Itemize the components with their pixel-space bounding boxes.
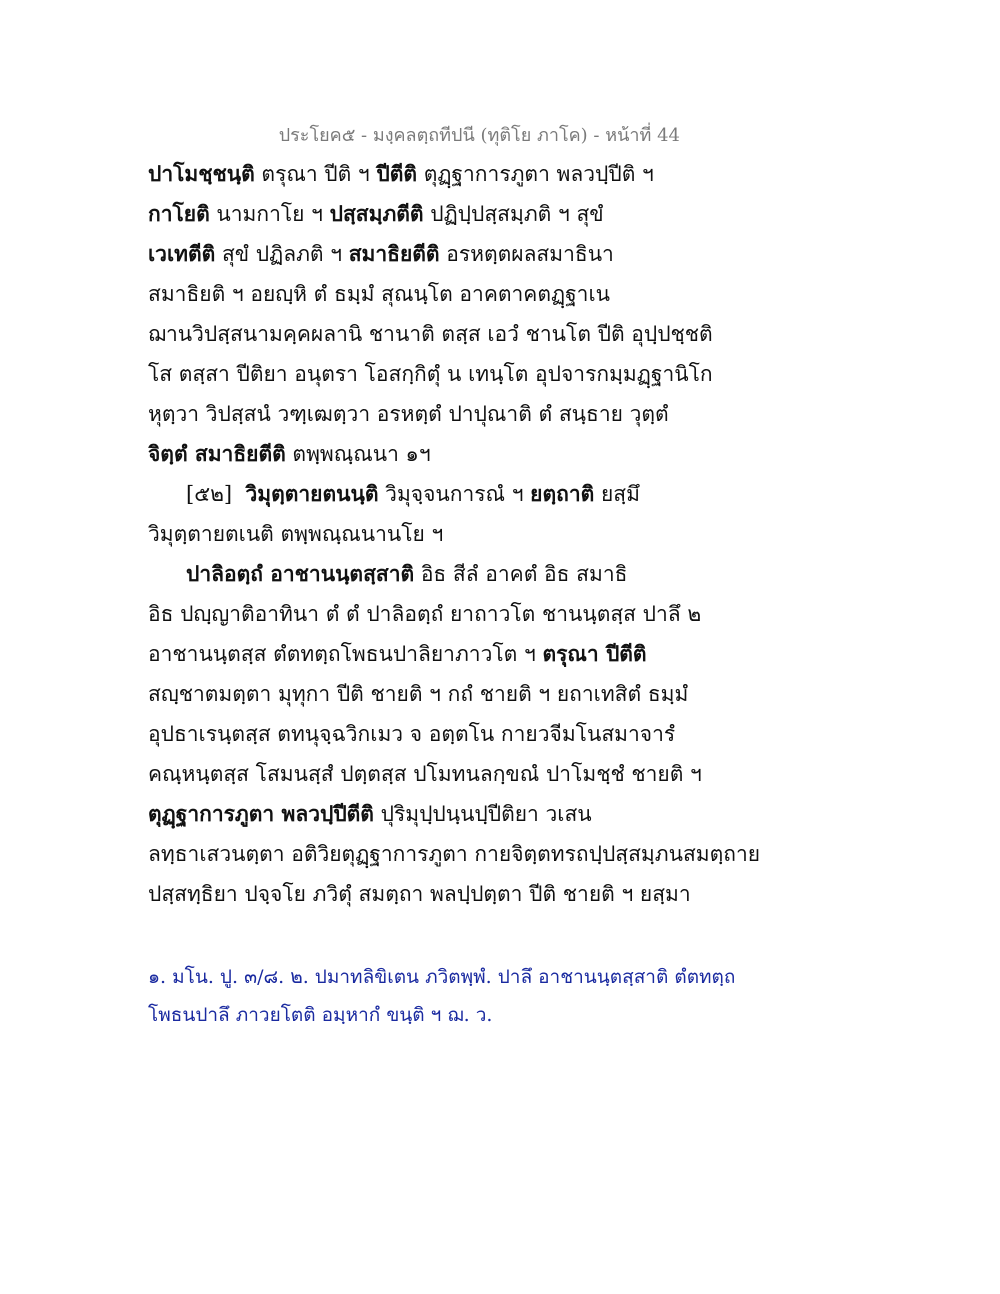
- bold-term: ตุฏฺฐาการภูตา พลวปฺปีตีติ: [148, 801, 374, 826]
- bold-term: ตรุณา ปีตีติ: [542, 641, 647, 666]
- text-run: ปุริมุปฺปนฺนปฺปีติยา วเสน: [373, 802, 592, 826]
- text-run: อาชานนฺตสฺส ตํตทตฺถโพธนปาลิยาภาวโต ฯ: [148, 642, 543, 666]
- text-run: ตุฏฺฐาการภูตา พลวปฺปีติ ฯ: [417, 162, 654, 186]
- main-text: [148, 154, 868, 914]
- text-line: [148, 154, 868, 194]
- text-line: [148, 394, 868, 434]
- text-run: อุปธาเรนฺตสฺส ตทนุจฺฉวิกเมว จ อตฺตโน กายวจีมโนสมาจารํ: [148, 722, 676, 746]
- text-line: [148, 874, 868, 914]
- paragraph-number: [๕๒]: [186, 482, 233, 506]
- bold-term: ปสฺสมฺภตีติ: [329, 201, 424, 226]
- text-run: ตรุณา ปีติ ฯ: [254, 162, 377, 186]
- text-run: ปสฺสทฺธิยา ปจฺจโย ภวิตุํ สมตฺถา พลปฺปตฺตา ปีติ ชายติ ฯ ยสฺมา: [148, 882, 691, 906]
- bold-term: วิมุตฺตายตนนฺติ: [245, 481, 379, 506]
- footnote-line: โพธนปาลึ ภาวยโตติ อมฺหากํ ขนฺติ ฯ ฌ. ว.: [148, 1004, 493, 1026]
- text-run: ยสฺมึ: [594, 482, 640, 506]
- bold-term: จิตฺตํ สมาธิยตีติ: [148, 441, 286, 466]
- text-run: อิธ ปญฺญาติอาทินา ตํ ตํ ปาลิอตฺถํ ยาถาวโต ชานนฺตสฺส ปาลึ ๒: [148, 602, 702, 626]
- text-line: [148, 834, 868, 874]
- text-run: สญฺชาตมตฺตา มุทุกา ปีติ ชายติ ฯ กถํ ชายติ ฯ ยถาเทสิตํ ธมฺมํ: [148, 682, 689, 706]
- text-line: [148, 514, 868, 554]
- footnote-line: ๑. มโน. ปู. ๓/๘. ๒. ปมาทลิขิเตน ภวิตพฺพํ. ปาลึ อาชานนฺตสฺสาติ ตํตทตฺถ: [148, 966, 736, 988]
- text-line: [148, 794, 868, 834]
- text-line: [148, 754, 868, 794]
- text-line: [148, 434, 868, 474]
- text-run: คณฺหนฺตสฺส โสมนสฺสํ ปตฺตสฺส ปโมทนลกฺขณํ ปาโมชฺชํ ชายติ ฯ: [148, 762, 702, 786]
- text-line: [148, 474, 868, 514]
- text-line: [148, 314, 868, 354]
- text-run: หุตฺวา วิปสฺสนํ วฑฺเฒตฺวา อรหตฺตํ ปาปุณาติ ตํ สนฺธาย วุตฺตํ: [148, 402, 669, 426]
- text-run: อิธ สีลํ อาคตํ อิธ สมาธิ: [414, 562, 628, 586]
- text-run: อรหตฺตผลสมาธินา: [439, 242, 614, 266]
- text-line: [148, 674, 868, 714]
- text-run: นามกาโย ฯ: [209, 202, 330, 226]
- bold-term: กาโยติ: [148, 201, 210, 226]
- text-run: ตพฺพณฺณนา ๑ฯ: [285, 442, 431, 466]
- text-line: [148, 554, 868, 594]
- text-line: [148, 354, 868, 394]
- text-line: [148, 274, 868, 314]
- bold-term: ปีตีติ: [376, 161, 418, 186]
- text-run: วิมุตฺตายตเนติ ตพฺพณฺณนานโย ฯ: [148, 522, 444, 546]
- text-run: ปฏิปฺปสฺสมฺภติ ฯ สุขํ: [423, 202, 604, 226]
- bold-term: สมาธิยตีติ: [348, 241, 440, 266]
- text-run: สมาธิยติ ฯ อยญฺหิ ตํ ธมฺมํ สุณนฺโต อาคตาคตฏฺฐาเน: [148, 282, 610, 306]
- text-run: วิมุจฺจนการณํ ฯ: [378, 482, 531, 506]
- text-run: โส ตสฺสา ปีติยา อนุตรา โอสกฺกิตุํ น เทนฺโต อุปจารกมฺมฏฺฐานิโก: [148, 362, 713, 386]
- text-run: ลทฺธาเสวนตฺตา อติวิยตุฏฺฐาการภูตา กายจิตฺตทรถปฺปสฺสมฺภนสมตฺถาย: [148, 842, 761, 866]
- bold-term: ปาลิอตฺถํ อาชานนฺตสฺสาติ: [186, 561, 415, 586]
- text-line: [148, 594, 868, 634]
- bold-term: ยตฺถาติ: [530, 481, 595, 506]
- running-header: ประโยค๕ - มงฺคลตฺถทีปนี (ทุติโย ภาโค) - หน้าที่ 44: [278, 125, 680, 146]
- text-run: ฌานวิปสฺสนามคฺคผลานิ ชานาติ ตสฺส เอวํ ชานโต ปีติ อุปฺปชฺชติ: [148, 322, 713, 346]
- text-run: สุขํ ปฏิลภติ ฯ: [215, 242, 349, 266]
- footnotes: [148, 958, 868, 1034]
- text-line: [148, 234, 868, 274]
- bold-term: ปาโมชฺชนฺติ: [148, 161, 255, 186]
- text-line: [148, 634, 868, 674]
- text-line: [148, 714, 868, 754]
- bold-term: เวเทตีติ: [148, 241, 216, 266]
- text-line: [148, 194, 868, 234]
